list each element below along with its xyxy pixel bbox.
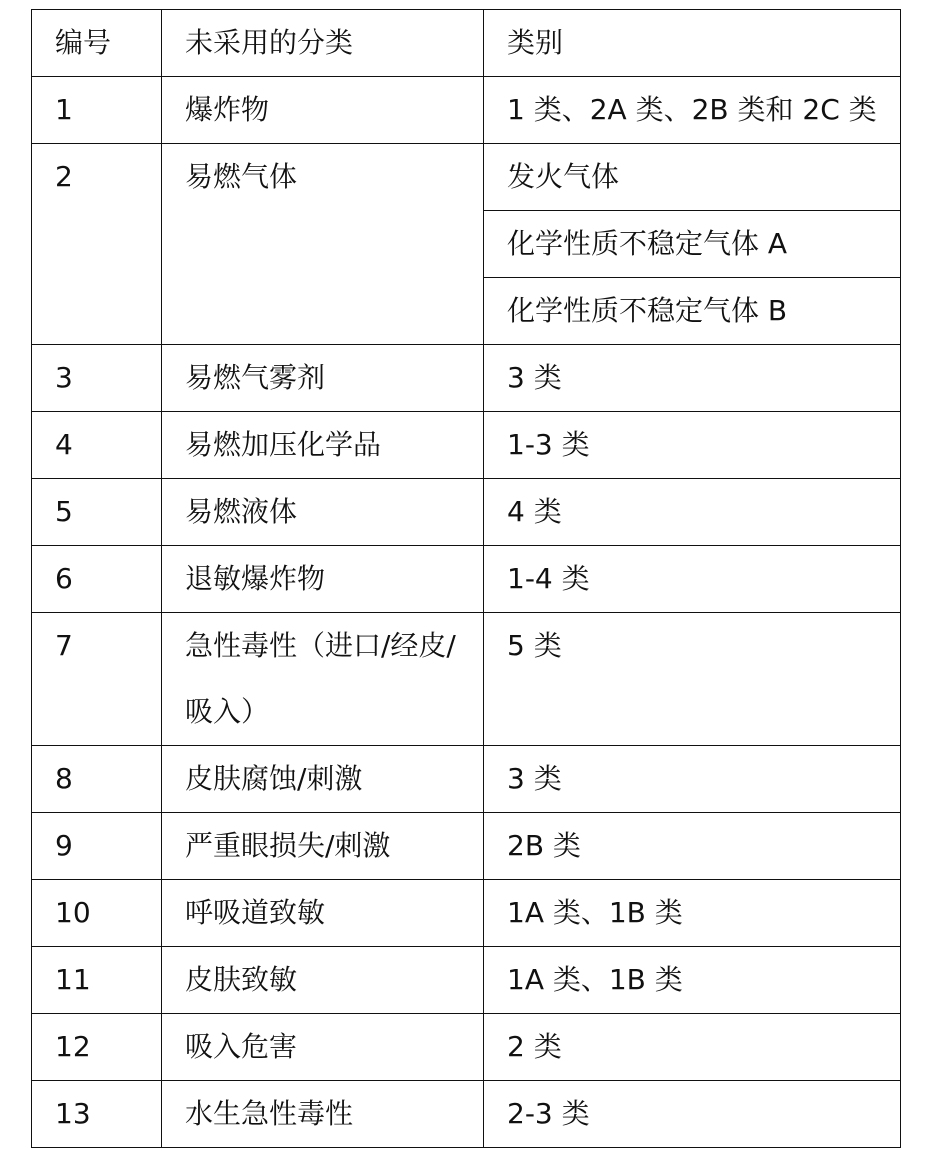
row-number: 11 — [32, 947, 162, 1014]
row-category: 3 类 — [484, 345, 901, 412]
row-category: 1-4 类 — [484, 546, 901, 613]
table-row — [32, 479, 901, 546]
row-classification: 急性毒性（进口/经皮/吸入） — [162, 613, 484, 746]
table-header-row — [32, 10, 901, 77]
row-classification: 皮肤腐蚀/刺激 — [162, 746, 484, 813]
row-number: 12 — [32, 1014, 162, 1081]
row-classification: 易燃液体 — [162, 479, 484, 546]
table-row — [32, 546, 901, 613]
row-classification: 易燃气雾剂 — [162, 345, 484, 412]
table-row — [32, 880, 901, 947]
table-row — [32, 746, 901, 813]
table-row — [32, 1014, 901, 1081]
table-row — [32, 813, 901, 880]
row-number: 5 — [32, 479, 162, 546]
row-classification: 皮肤致敏 — [162, 947, 484, 1014]
table-row — [32, 345, 901, 412]
row-category: 发火气体 — [484, 144, 901, 211]
row-number: 13 — [32, 1081, 162, 1148]
row-category: 4 类 — [484, 479, 901, 546]
row-number: 7 — [32, 613, 162, 746]
row-category: 化学性质不稳定气体 A — [484, 211, 901, 278]
table-row — [32, 412, 901, 479]
table-row — [32, 947, 901, 1014]
row-category: 1 类、2A 类、2B 类和 2C 类 — [484, 77, 901, 144]
row-number: 4 — [32, 412, 162, 479]
classification-table — [31, 9, 901, 1148]
row-category: 3 类 — [484, 746, 901, 813]
row-number: 6 — [32, 546, 162, 613]
row-category: 1A 类、1B 类 — [484, 947, 901, 1014]
row-category: 化学性质不稳定气体 B — [484, 278, 901, 345]
row-classification: 爆炸物 — [162, 77, 484, 144]
row-classification: 吸入危害 — [162, 1014, 484, 1081]
row-classification: 水生急性毒性 — [162, 1081, 484, 1148]
header-number: 编号 — [32, 10, 162, 77]
row-number: 2 — [32, 144, 162, 345]
row-classification: 严重眼损失/刺激 — [162, 813, 484, 880]
row-number: 10 — [32, 880, 162, 947]
row-category: 1-3 类 — [484, 412, 901, 479]
row-category: 2B 类 — [484, 813, 901, 880]
table-row — [32, 77, 901, 144]
table-row — [32, 144, 901, 211]
row-number: 3 — [32, 345, 162, 412]
row-number: 1 — [32, 77, 162, 144]
header-category: 类别 — [484, 10, 901, 77]
row-number: 9 — [32, 813, 162, 880]
row-category: 5 类 — [484, 613, 901, 746]
row-number: 8 — [32, 746, 162, 813]
header-classification: 未采用的分类 — [162, 10, 484, 77]
row-classification: 易燃加压化学品 — [162, 412, 484, 479]
table-row — [32, 1081, 901, 1148]
row-category: 2 类 — [484, 1014, 901, 1081]
row-classification: 呼吸道致敏 — [162, 880, 484, 947]
row-classification: 退敏爆炸物 — [162, 546, 484, 613]
table-row — [32, 613, 901, 746]
row-category: 1A 类、1B 类 — [484, 880, 901, 947]
row-category: 2-3 类 — [484, 1081, 901, 1148]
row-classification: 易燃气体 — [162, 144, 484, 345]
